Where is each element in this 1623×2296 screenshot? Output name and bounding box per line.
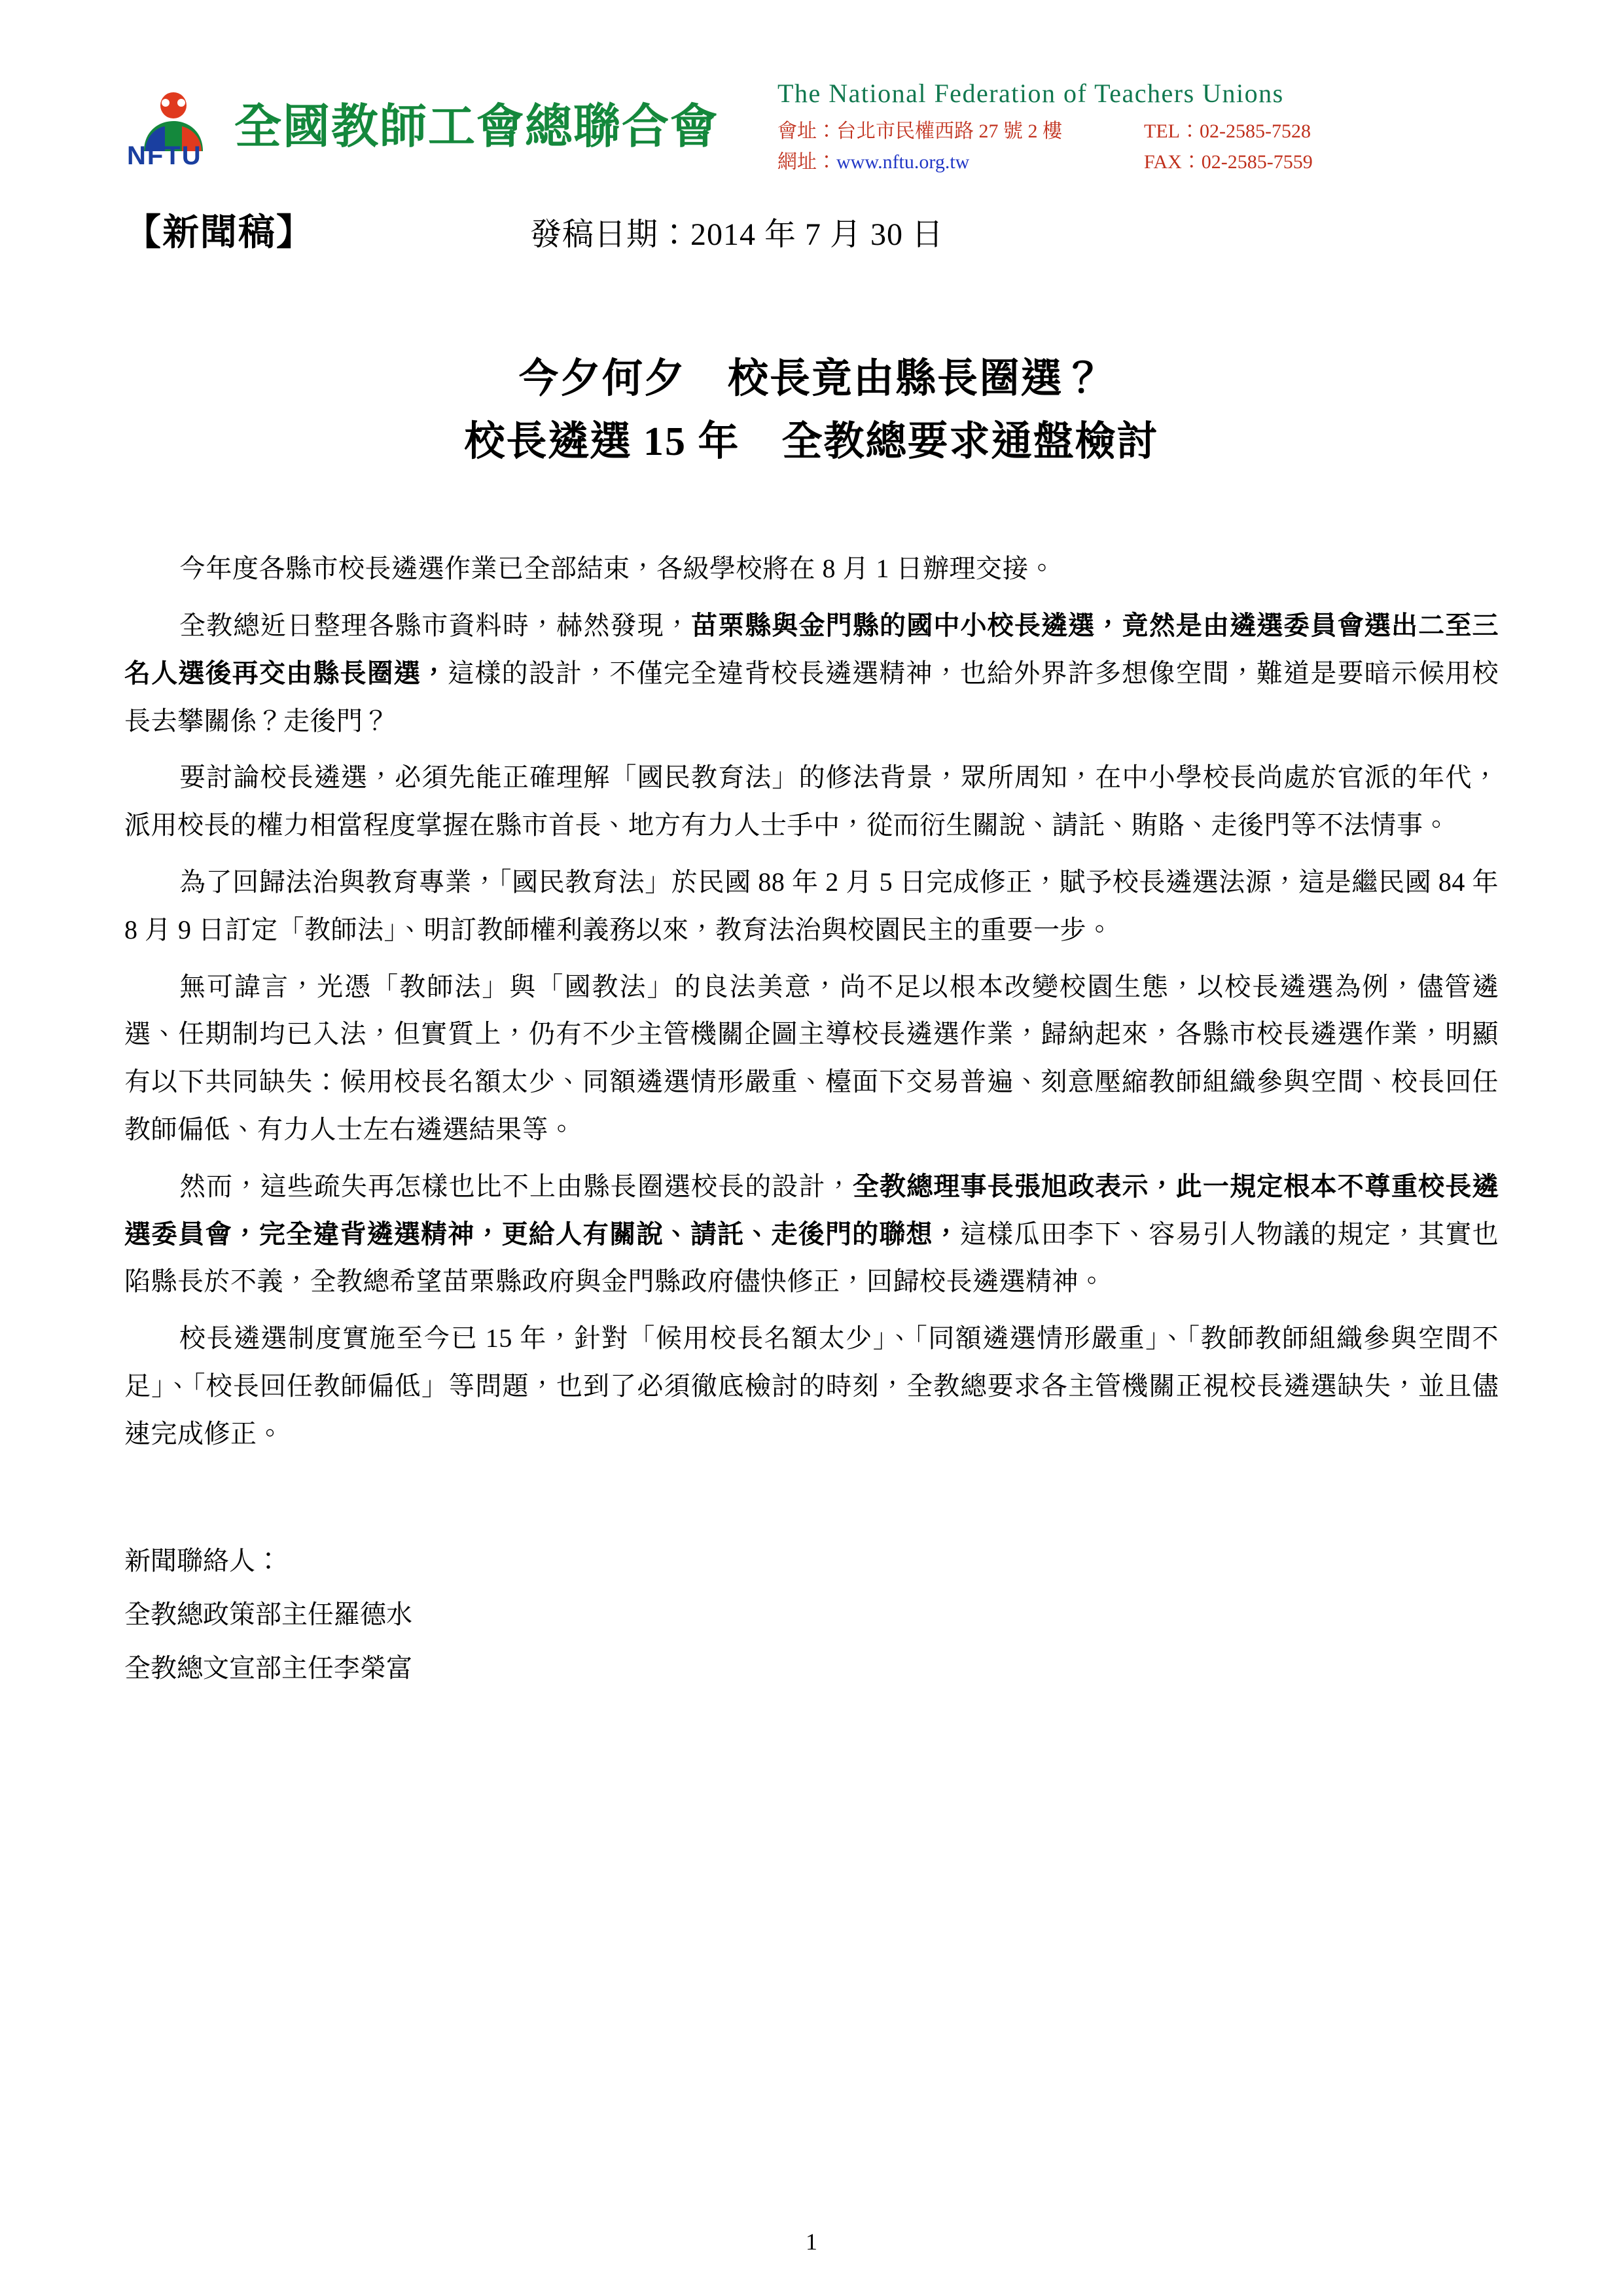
paragraph-6-part-c: 這樣瓜田李下、容易引人物議的規定，其實也陷縣長於不義，全教總希望苗栗縣政府與金門縣政府儘快修正，回歸校長遴選精神。 bbox=[124, 1219, 1499, 1297]
website-fax-line bbox=[777, 147, 1499, 178]
paragraph-2-emphasis: 苗栗縣與金門縣的國中小校長遴選，竟然是由遴選委員會選出二至三名人選後再交由縣長圈選， bbox=[124, 610, 1499, 688]
paragraph-6-part-a: 然而，這些疏失再怎樣也比不上由縣長圈選校長的設計， bbox=[179, 1171, 853, 1201]
website-block bbox=[777, 147, 1144, 178]
contacts-heading: 新聞聯絡人： bbox=[124, 1545, 281, 1575]
organization-contact-info bbox=[745, 62, 1499, 177]
contact-person-1: 全教總政策部主任羅德水 bbox=[124, 1599, 412, 1629]
website-url[interactable]: www.nftu.org.tw bbox=[836, 151, 970, 173]
paragraph-6-emphasis: 全教總理事長張旭政表示，此一規定根本不尊重校長遴選委員會，完全違背遴選精神，更給人有關說、請託、走後門的聯想， bbox=[124, 1171, 1499, 1249]
logo-abbreviation: NFTU bbox=[127, 141, 202, 170]
headline-line-2: 校長遴選 15 年 全教總要求通盤檢討 bbox=[464, 420, 1159, 465]
paragraph-2-part-a: 全教總近日整理各縣市資料時，赫然發現， bbox=[179, 610, 691, 640]
address-label: 會址：台北市民權西路 27 號 2 樓 bbox=[777, 120, 1063, 142]
press-release-tag: 【新聞稿】 bbox=[124, 213, 314, 253]
organization-english-name: The National Federation of Teachers Unions bbox=[777, 79, 1284, 108]
fax-label: FAX：02-2585-7559 bbox=[1144, 151, 1313, 173]
paragraph-2-part-c: 這樣的設計，不僅完全違背校長遴選精神，也給外界許多想像空間，難道是要暗示候用校長去攀關係？走後門？ bbox=[124, 658, 1499, 736]
paragraph-3: 要討論校長遴選，必須先能正確理解「國民教育法」的修法背景，眾所周知，在中小學校長尚處於官派的年代，派用校長的權力相當程度掌握在縣市首長、地方有力人士手中，從而衍生關說、請託、賄賂、走後門等不法情事。 bbox=[124, 762, 1499, 840]
press-release-header bbox=[124, 204, 1499, 262]
organization-logo bbox=[124, 62, 719, 172]
paragraph-7: 校長遴選制度實施至今已 15 年，針對「候用校長名額太少」、「同額遴選情形嚴重」、「教師教師組織參與空間不足」、「校長回任教師偏低」等問題，也到了必須徹底檢討的時刻，全教總要求各主管機關正視校長遴選缺失，並且儘速完成修正。 bbox=[124, 1323, 1499, 1448]
address-tel-line bbox=[777, 117, 1499, 147]
press-contacts bbox=[124, 1534, 1499, 1695]
website-label: 網址： bbox=[777, 151, 837, 173]
page-title bbox=[124, 348, 1499, 473]
paragraph-6 bbox=[124, 1163, 1499, 1306]
page-number: 1 bbox=[806, 2229, 817, 2255]
issue-date: 發稿日期：2014 年 7 月 30 日 bbox=[530, 217, 944, 252]
headline-line-1: 今夕何夕 校長竟由縣長圈選？ bbox=[518, 357, 1105, 401]
logo-chinese-name: 全國教師工會總聯合會 bbox=[234, 99, 719, 154]
letterhead bbox=[124, 62, 1499, 193]
contact-person-2: 全教總文宣部主任李榮富 bbox=[124, 1653, 412, 1683]
nftu-emblem-icon bbox=[124, 74, 223, 172]
telephone-label: TEL：02-2585-7528 bbox=[1144, 120, 1311, 142]
paragraph-5: 無可諱言，光憑「教師法」與「國教法」的良法美意，尚不足以根本改變校園生態，以校長遴選為例，儘管遴選、任期制均已入法，但實質上，仍有不少主管機關企圖主導校長遴選作業，歸納起來，各縣市校長遴選作業，明顯有以下共同缺失：候用校長名額太少、同額遴選情形嚴重、檯面下交易普遍、刻意壓縮教師組織參與空間、校長回任教師偏低、有力人士左右遴選結果等。 bbox=[124, 971, 1499, 1144]
article-body bbox=[124, 545, 1499, 1458]
paragraph-1: 今年度各縣市校長遴選作業已全部結束，各級學校將在 8 月 1 日辦理交接。 bbox=[179, 554, 1056, 584]
paragraph-4: 為了回歸法治與教育專業，「國民教育法」於民國 88 年 2 月 5 日完成修正，賦予校長遴選法源，這是繼民國 84 年 8 月 9 日訂定「教師法」、明訂教師權利義務以來，教育法治與校園民主的重要一步。 bbox=[124, 867, 1499, 944]
paragraph-2 bbox=[124, 602, 1499, 745]
